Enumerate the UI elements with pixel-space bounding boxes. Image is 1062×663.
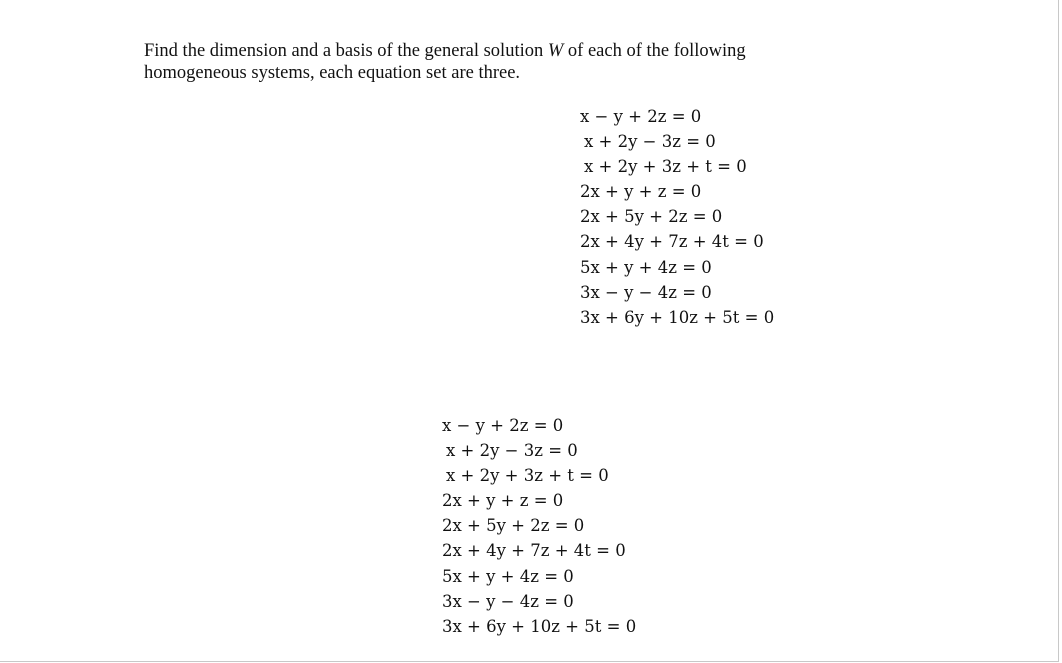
equation: 2x + 5y + 2z = 0 <box>442 516 585 536</box>
equation: 2x + y + z = 0 <box>442 491 564 511</box>
equation: 2x + 4y + 7z + 4t = 0 <box>580 232 764 252</box>
equation: 3x − y − 4z = 0 <box>442 591 574 611</box>
equation: 2x + 5y + 2z = 0 <box>580 207 723 227</box>
equation: 2x + y + z = 0 <box>580 182 702 202</box>
equation: 3x + 6y + 10z + 5t = 0 <box>442 616 637 636</box>
equation-set-2 <box>442 413 636 639</box>
equation: 3x − y − 4z = 0 <box>580 282 712 302</box>
equation: x + 2y − 3z = 0 <box>446 441 578 461</box>
problem-line-1 <box>144 40 904 62</box>
problem-text-start: Find the dimension and a basis of the general solution <box>144 41 548 61</box>
equation: x + 2y + 3z + t = 0 <box>584 157 747 177</box>
solution-space-variable: W <box>547 41 564 61</box>
equation: x − y + 2z = 0 <box>580 107 702 126</box>
problem-line-2: homogeneous systems, each equation set are three. <box>144 63 521 83</box>
problem-statement <box>144 40 904 84</box>
problem-text-end: of each of the following <box>563 41 746 61</box>
equation: 2x + 4y + 7z + 4t = 0 <box>442 541 626 561</box>
equation-set-1 <box>580 104 774 330</box>
equation: x + 2y + 3z + t = 0 <box>446 466 609 486</box>
equation: x − y + 2z = 0 <box>442 416 564 435</box>
equation: 5x + y + 4z = 0 <box>580 257 712 277</box>
equation: x + 2y − 3z = 0 <box>584 132 716 152</box>
equation: 5x + y + 4z = 0 <box>442 566 574 586</box>
equation: 3x + 6y + 10z + 5t = 0 <box>580 307 775 327</box>
